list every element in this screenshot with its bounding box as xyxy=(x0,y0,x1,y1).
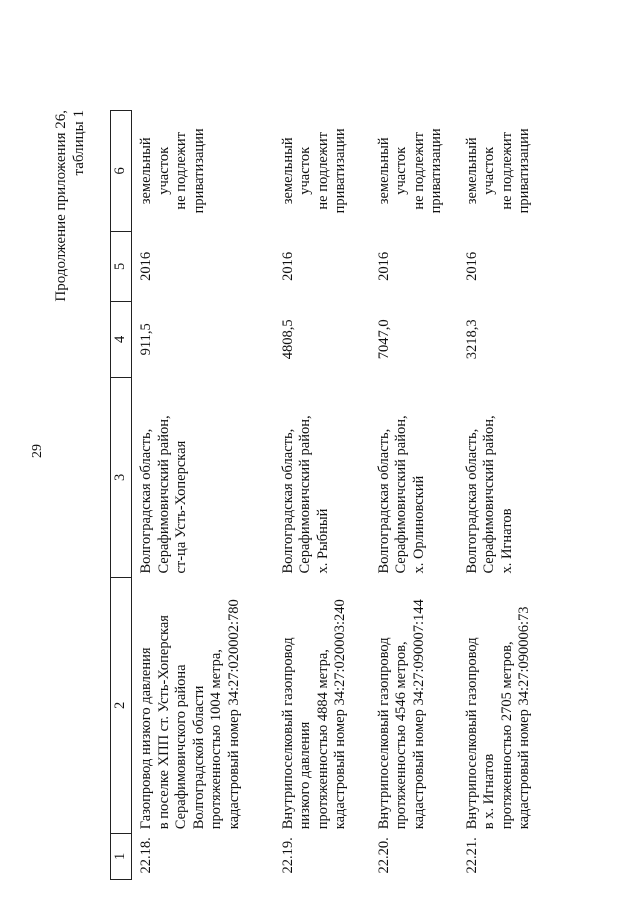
table-row xyxy=(274,111,370,880)
cell-line: Серафимовичский район, xyxy=(393,415,409,574)
cell-line: Внутрипоселковый газопровод xyxy=(279,637,296,830)
column-header: 6 xyxy=(111,111,132,232)
cell-line: земельный xyxy=(279,137,296,205)
property-table xyxy=(110,110,554,880)
row-number: 22.21. xyxy=(463,837,480,874)
cell-line: х. Игнатов xyxy=(498,508,515,574)
area-cell: 3218,3 xyxy=(463,319,480,360)
cell-line: Газопровод низкого давления xyxy=(138,647,154,830)
area-cell: 7047,0 xyxy=(375,319,392,360)
cell-line: не подлежит xyxy=(173,132,189,210)
cell-line: земельный xyxy=(138,137,154,205)
cell-line: кадастровый номер 34:27:020003:240 xyxy=(332,599,348,830)
cell-line: кадастровый номер 34:27:020002:780 xyxy=(225,599,242,830)
cell-line: ст-ца Усть-Хоперская xyxy=(173,440,189,574)
address-cell xyxy=(458,377,554,577)
cell-line: Волгоградская область, xyxy=(279,428,296,574)
table-row xyxy=(458,111,554,880)
cell-line: Серафимовичского района xyxy=(173,664,189,830)
row-number: 22.18. xyxy=(138,837,154,874)
cell-line: участок xyxy=(393,146,409,195)
continuation-line: таблицы 1 xyxy=(71,110,87,176)
row-number: 22.19. xyxy=(279,837,296,874)
cell-line: Волгоградская область, xyxy=(463,428,480,574)
cell-line: земельный xyxy=(375,137,392,205)
cell-line: Внутрипоселковый газопровод xyxy=(375,637,392,830)
column-header: 4 xyxy=(111,302,132,378)
column-header: 3 xyxy=(111,377,132,577)
address-cell xyxy=(274,377,370,577)
cell-line: участок xyxy=(155,146,172,195)
continuation-line: Продолжение приложения 26, xyxy=(53,110,69,302)
cell-line: в поселке ХПП ст. Усть-Хоперская xyxy=(155,615,172,830)
cell-line: Серафимовичский район, xyxy=(297,415,313,574)
table-row xyxy=(370,111,458,880)
table-row xyxy=(132,111,274,880)
column-header: 2 xyxy=(111,578,132,834)
object-name-cell xyxy=(274,578,370,834)
cell-line: в х. Игнатов xyxy=(481,753,497,830)
cell-line: кадастровый номер 34:27:090006:73 xyxy=(516,606,532,830)
cell-line: участок xyxy=(481,146,497,195)
cell-line: низкого давления xyxy=(297,721,313,830)
cell-line: протяженностью 1004 метра, xyxy=(208,649,224,830)
cell-line: не подлежит xyxy=(498,132,515,210)
year-cell: 2016 xyxy=(138,251,154,281)
cell-line: протяженностью 4884 метра, xyxy=(314,649,331,830)
status-cell xyxy=(458,111,554,232)
table-body xyxy=(132,111,554,880)
cell-line: не подлежит xyxy=(410,132,427,210)
cell-line: приватизации xyxy=(428,128,444,214)
address-cell xyxy=(132,377,274,577)
area-cell: 911,5 xyxy=(138,323,154,356)
cell-line: х. Рыбный xyxy=(314,508,331,574)
table-header-row xyxy=(111,111,132,880)
address-cell xyxy=(370,377,458,577)
object-name-cell xyxy=(132,578,274,834)
cell-line: приватизации xyxy=(516,128,532,214)
column-header: 5 xyxy=(111,231,132,301)
cell-line: Внутрипоселковый газопровод xyxy=(463,637,480,830)
cell-line: участок xyxy=(297,146,313,195)
year-cell: 2016 xyxy=(463,251,480,281)
cell-line: Серафимовичский район, xyxy=(481,415,497,574)
row-number: 22.20. xyxy=(375,837,392,874)
cell-line: не подлежит xyxy=(314,132,331,210)
status-cell xyxy=(132,111,274,232)
object-name-cell xyxy=(458,578,554,834)
area-cell: 4808,5 xyxy=(279,319,296,360)
cell-line: Волгоградской области xyxy=(190,685,207,830)
cell-line: Серафимовичский район, xyxy=(155,415,172,574)
status-cell xyxy=(274,111,370,232)
cell-line: приватизации xyxy=(190,128,207,214)
object-name-cell xyxy=(370,578,458,834)
status-cell xyxy=(370,111,458,232)
year-cell: 2016 xyxy=(279,251,296,281)
cell-line: протяженностью 4546 метров, xyxy=(393,641,409,830)
page-number: 29 xyxy=(30,444,45,458)
cell-line: протяженностью 2705 метров, xyxy=(498,641,515,830)
cell-line: приватизации xyxy=(332,128,348,214)
column-header: 1 xyxy=(111,833,132,879)
cell-line: земельный xyxy=(463,137,480,205)
cell-line: Волгоградская область, xyxy=(375,428,392,574)
cell-line: кадастровый номер 34:27:090007:144 xyxy=(410,599,427,830)
cell-line: Волгоградская область, xyxy=(138,428,154,574)
continuation-note xyxy=(52,110,88,370)
year-cell: 2016 xyxy=(375,251,392,281)
cell-line: х. Орлиновский xyxy=(410,475,427,574)
